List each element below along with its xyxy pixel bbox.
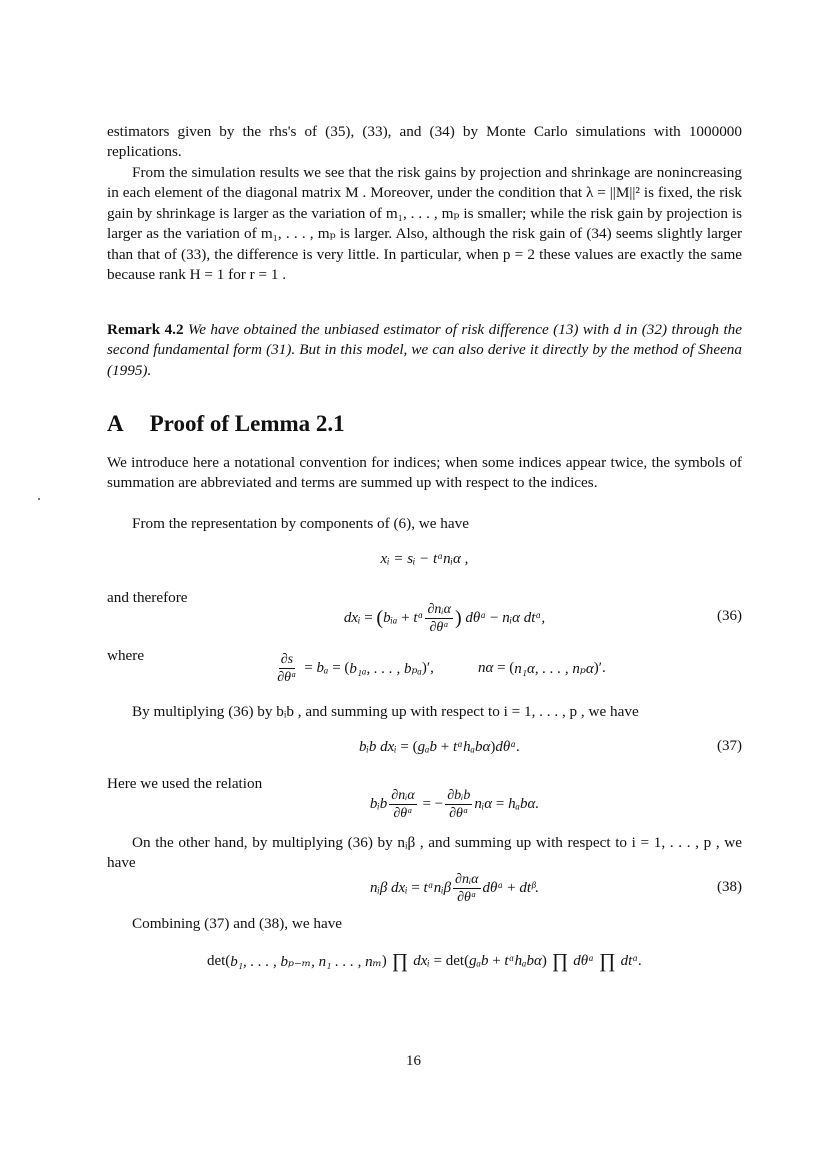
paragraph-multiplying-b: By multiplying (36) by bᵢb , and summing up with respect to i = 1, . . . , p , we have [132, 703, 639, 720]
paragraph-index-convention: We introduce here a notational convention for indices; when some indices appear twice, the symbols of summation are abbreviated and terms are summed up with respect to the indices. [107, 454, 742, 492]
remark-label: Remark 4.2 [107, 321, 184, 338]
fraction-ds-dtheta: $\frac{\partial s}{\text{∂θᵃ}}$ [277, 651, 297, 685]
fraction-db-dtheta: $\frac{\text{∂bᵢb}}{\text{∂θᵃ}}$ [447, 787, 471, 821]
fraction-dn-dtheta-3: $\frac{\text{∂nᵢα}}{\text{∂θᵃ}}$ [455, 871, 479, 905]
equation-38 [107, 866, 742, 910]
section-title: Proof of Lemma 2.1 [149, 411, 345, 436]
text-here-used: Here we used the relation [107, 775, 263, 792]
equation-xi: xᵢ = sᵢ − tᵅnᵢα , [380, 551, 469, 567]
section-heading [107, 411, 742, 437]
equation-relation: bᵢb $\frac{\text{∂nᵢα}}{\text{∂θᵃ}}$ = − $\frac{\text{∂bᵢb}}{\text{∂θᵃ}}$ nᵢα = hₐbα. [369, 787, 540, 821]
text-where: where [107, 647, 145, 664]
margin-mark [38, 498, 40, 500]
page-number: 16 [406, 1053, 421, 1069]
equation-determinant: det( b₁, . . . , bₚ₋ₘ, n₁ . . . , nₘ ) ∏ dxᵢ = det( gₐb + tᵅhₐbα ) ∏ dθᵃ ∏ dtᵅ. [206, 949, 643, 972]
equation-38-label: (38) [717, 879, 742, 895]
paragraph-combining: Combining (37) and (38), we have [132, 915, 343, 932]
fraction-dn-dtheta-2: $\frac{\text{∂nᵢα}}{\text{∂θᵃ}}$ [391, 787, 415, 821]
equation-36-label: (36) [717, 608, 742, 624]
fraction-dn-dtheta: $\frac{\text{∂nᵢα}}{\text{∂θᵃ}}$ [427, 601, 451, 635]
remark-text: We have obtained the unbiased estimator of risk difference (13) with d in (32) through the second fundamental form (31). But in this model, we can also derive it directly by the method of Sheena (1995). [107, 321, 742, 379]
equation-37-label: (37) [717, 738, 742, 754]
equation-definitions: $\frac{\partial s}{\text{∂θᵃ}}$ = bₐ = ( b₁ₐ, . . . , bₚₐ )′, nα = ( n₁α, . . . , nₚα )′. [277, 651, 606, 685]
section-number: A [107, 411, 124, 436]
remark-4-2 [107, 320, 742, 381]
equation-36 [107, 596, 742, 640]
equation-37-body: bᵢb dxᵢ = ( gₐb + tᵅhₐbα ) dθᵃ. [359, 738, 520, 755]
equation-37 [107, 730, 742, 764]
paragraph-simulation-intro: estimators given by the rhs's of (35), (33), and (34) by Monte Carlo simulations with 1000000 replications. [107, 123, 742, 161]
text-and-therefore: and therefore [107, 589, 188, 606]
paragraph-representation: From the representation by components of (6), we have [132, 515, 469, 532]
paragraph-multiplying-n: On the other hand, by multiplying (36) by nᵢβ , and summing up with respect to i = 1, . . . , p , we have [107, 834, 742, 872]
equation-38-body: nᵢβ dxᵢ = tᵅnᵢβ $\frac{\text{∂nᵢα}}{\text{∂θᵃ}}$ dθᵃ + dtᵝ. [369, 871, 540, 905]
equation-36-body: dxᵢ = ( bᵢₐ + tᵅ $\frac{\text{∂nᵢα}}{\text{∂θᵃ}}$ ) dθᵃ − nᵢα dtᵅ, [343, 601, 546, 635]
paragraph-simulation-results: From the simulation results we see that the risk gains by projection and shrinkage are nonincreasing in each element of the diagonal matrix M . Moreover, under the condition that λ = ||M||² is fixed, the risk gain by shrinkage is larger as the variation of m₁, . . . , mₚ is smaller; while the risk gain by projection is larger as the variation of m₁, . . . , mₚ is larger. Also, although the risk gain of (34) seems slightly larger than that of (33), the difference is very little. In particular, when p = 2 these values are exactly the same because rank H = 1 for r = 1 . [107, 164, 742, 284]
